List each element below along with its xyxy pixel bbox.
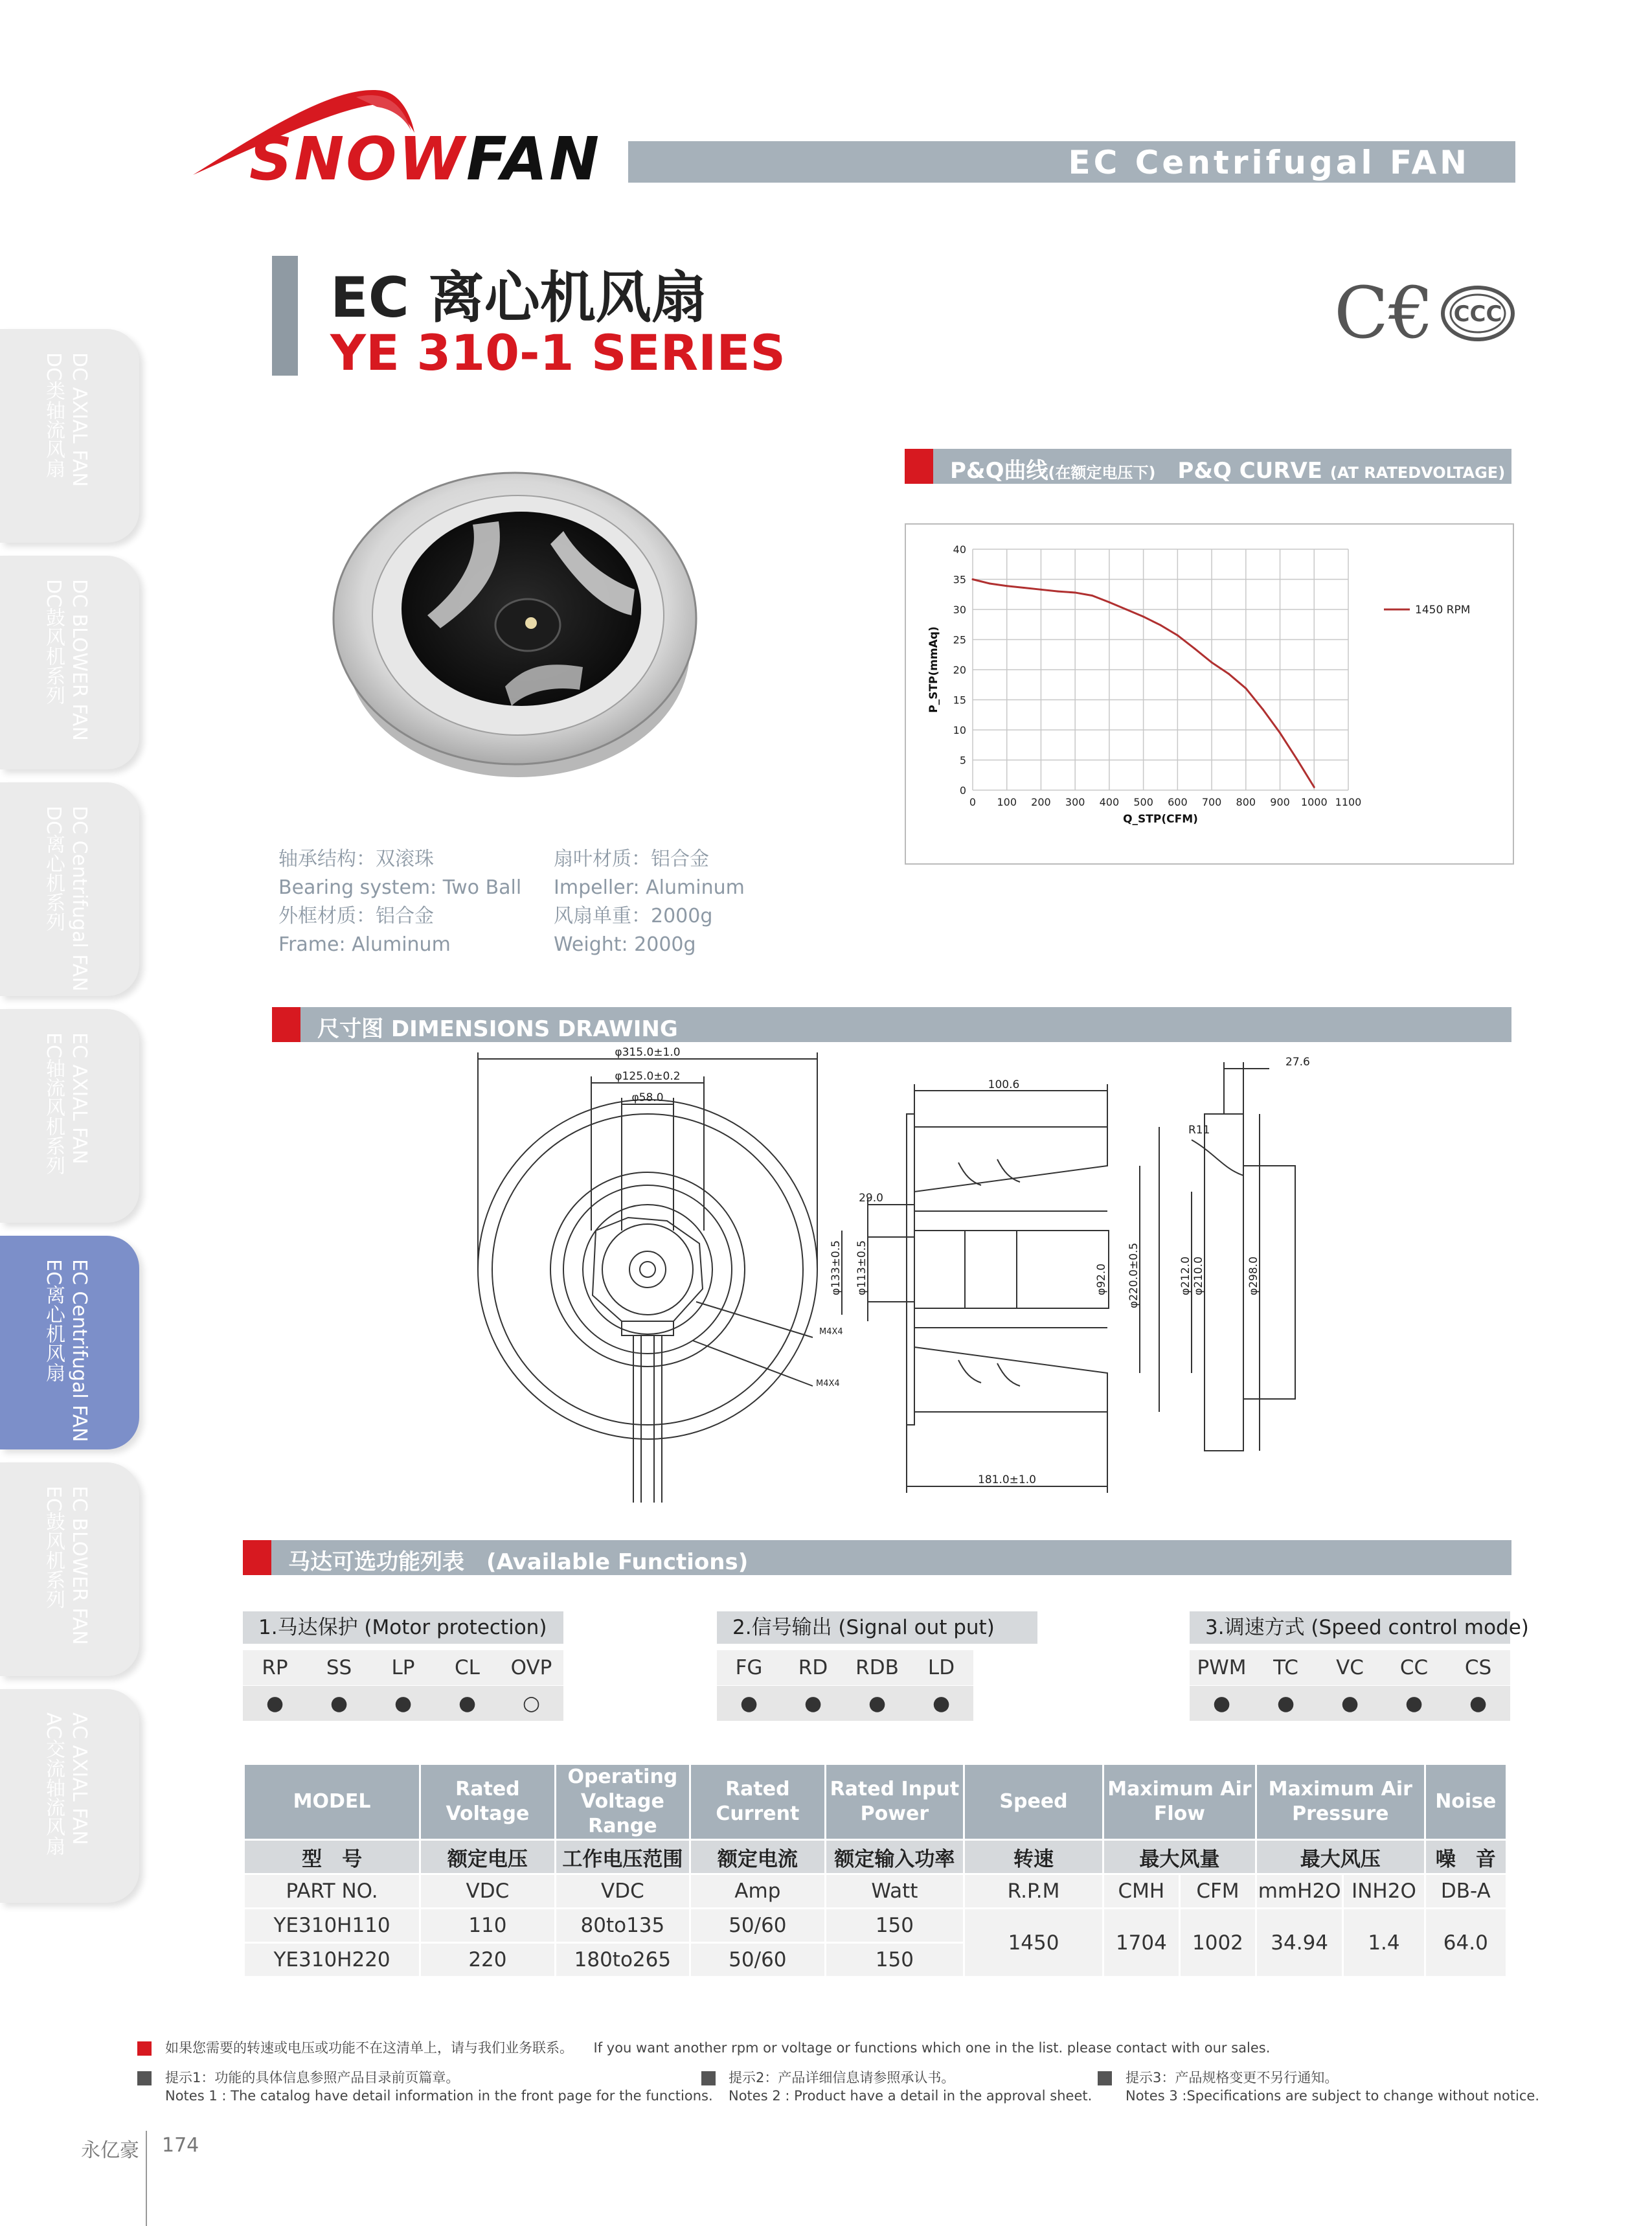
y-tick-label: 15	[953, 694, 966, 707]
function-marks-row	[1190, 1686, 1510, 1721]
data-point	[989, 583, 991, 585]
dim-label: φ92.0	[1095, 1263, 1108, 1295]
spec-bearing-en: Bearing system: Two Ball	[278, 876, 522, 899]
sidebar-tab-label: DC BLOWER FAN DC鼓风机系列	[42, 579, 91, 741]
sidebar-tab-ac-axial[interactable]	[0, 1689, 139, 1903]
power-cell: 150	[826, 1909, 964, 1942]
function-mark: ●	[1405, 1692, 1423, 1715]
data-point	[1245, 687, 1247, 689]
col-header: Operating Voltage Range	[556, 1765, 689, 1839]
dim-label: φ113±0.5	[855, 1240, 868, 1295]
unit-cell: Amp	[691, 1875, 824, 1907]
data-point	[1057, 591, 1059, 593]
function-code: CS	[1464, 1656, 1492, 1679]
cmh-cell: 1704	[1104, 1909, 1179, 1976]
x-tick-label: 300	[1065, 796, 1085, 808]
unit-cell: PART NO.	[245, 1875, 419, 1907]
function-mark: ●	[394, 1692, 413, 1715]
y-tick-label: 10	[953, 724, 966, 736]
note-1-cn: 提示1：功能的具体信息参照产品目录前页篇章。	[165, 2070, 460, 2085]
x-tick-label: 900	[1270, 796, 1290, 808]
y-tick-label: 20	[953, 664, 966, 676]
table-header-cn-row	[245, 1841, 1506, 1873]
x-tick-label: 100	[997, 796, 1017, 808]
unit-cell: VDC	[556, 1875, 689, 1907]
power-cell: 150	[826, 1944, 964, 1976]
dim-label: R11	[1188, 1124, 1210, 1137]
mmh2o-cell: 34.94	[1257, 1909, 1342, 1976]
pq-curve-section-header	[905, 449, 1511, 484]
data-point	[1211, 661, 1213, 663]
col-header: MODEL	[245, 1765, 419, 1839]
dim-label: φ220.0±0.5	[1127, 1242, 1140, 1308]
spec-frame-cn: 外框材质：铝合金	[278, 905, 434, 927]
dim-label: 100.6	[988, 1078, 1020, 1091]
col-header-cn: 最大风量	[1104, 1841, 1255, 1873]
voltage-cell: 220	[421, 1944, 554, 1976]
function-code: TC	[1273, 1656, 1298, 1679]
function-group-signal-output: 2.信号输出 (Signal out put)	[717, 1611, 1037, 1644]
function-group-speed-control: 3.调速方式 (Speed control mode)	[1190, 1611, 1510, 1644]
page-title-series: YE 310-1 SERIES	[330, 324, 786, 381]
sidebar-tab-ec-centrifugal[interactable]	[0, 1236, 139, 1449]
current-cell: 50/60	[691, 1944, 824, 1976]
data-point	[1040, 589, 1042, 591]
function-mark: ●	[740, 1692, 758, 1715]
x-axis-label: Q_STP(CFM)	[1123, 813, 1198, 826]
function-mark: ●	[804, 1692, 822, 1715]
y-axis-label: P_STP(mmAq)	[927, 626, 940, 713]
spec-table	[243, 1763, 1508, 1978]
function-mark: ●	[932, 1692, 951, 1715]
y-tick-label: 40	[953, 543, 966, 556]
col-header: Noise	[1426, 1765, 1506, 1839]
col-header-cn: 型 号	[245, 1841, 419, 1873]
current-cell: 50/60	[691, 1909, 824, 1942]
note-marker	[701, 2071, 716, 2085]
sidebar-tab-label: EC BLOWER FAN EC鼓风机系列	[42, 1486, 91, 1645]
function-code: VC	[1336, 1656, 1364, 1679]
data-point	[1279, 732, 1281, 734]
data-point	[1194, 648, 1195, 650]
col-header: Rated Voltage	[421, 1765, 554, 1839]
function-code: LP	[391, 1656, 415, 1679]
table-row	[245, 1909, 1506, 1942]
function-code: SS	[326, 1656, 352, 1679]
y-tick-label: 25	[953, 633, 966, 646]
sidebar-tab-dc-axial[interactable]	[0, 329, 139, 543]
col-header-cn: 额定电流	[691, 1841, 824, 1873]
dimension-labels	[615, 1046, 1309, 1486]
col-header-cn: 最大风压	[1257, 1841, 1424, 1873]
note-2-cn: 提示2：产品详细信息请参照承认书。	[729, 2070, 955, 2085]
sidebar-tab-ec-axial[interactable]	[0, 1009, 139, 1223]
sidebar-tab-label: DC AXIAL FAN DC类轴流风扇	[42, 352, 91, 487]
function-mark: ○	[522, 1692, 541, 1715]
unit-cell: CFM	[1181, 1875, 1255, 1907]
footer-divider	[146, 2131, 147, 2226]
page-title-cn: EC 离心机风扇	[330, 266, 707, 330]
note-contact: 如果您需要的转速或电压或功能不在这清单上，请与我们业务联系。 If you want another rpm or voltage or functions which one in the list. please contact with our sales.	[165, 2040, 1271, 2056]
function-mark: ●	[1469, 1692, 1488, 1715]
dim-label: φ125.0±0.2	[615, 1070, 681, 1083]
spec-weight-cn: 风扇单重：2000g	[554, 905, 713, 927]
fan-product-photo	[311, 453, 712, 790]
unit-cell: R.P.M	[965, 1875, 1102, 1907]
function-code: CL	[455, 1656, 480, 1679]
spec-bearing-cn: 轴承结构：双滚珠	[278, 848, 434, 870]
dim-label: φ212.0	[1179, 1256, 1192, 1295]
model-cell: YE310H110	[245, 1909, 419, 1942]
functions-section-header	[243, 1540, 1511, 1575]
data-point	[972, 578, 974, 580]
note-marker	[137, 2071, 152, 2085]
function-mark: ●	[330, 1692, 348, 1715]
dim-label: φ298.0	[1247, 1256, 1260, 1295]
data-point	[1108, 601, 1110, 603]
category-banner-text: EC Centrifugal FAN	[1068, 144, 1470, 181]
note-marker	[1098, 2071, 1112, 2085]
function-code: RD	[798, 1656, 828, 1679]
data-point	[1262, 709, 1264, 710]
noise-cell: 64.0	[1426, 1909, 1506, 1976]
y-tick-label: 5	[959, 754, 966, 767]
ccc-mark-icon	[1441, 285, 1515, 342]
dim-label: φ58.0	[631, 1091, 664, 1104]
sidebar-tab-dc-centrifugal[interactable]	[0, 782, 139, 996]
y-tick-label: 35	[953, 573, 966, 586]
data-point	[1006, 585, 1008, 587]
sidebar-tab-label: EC AXIAL FAN EC轴流风机系列	[42, 1032, 91, 1175]
x-tick-label: 800	[1236, 796, 1256, 808]
brand-logo: SNOWFAN	[249, 124, 602, 194]
ce-mark-icon: C€	[1334, 271, 1434, 354]
function-code: OVP	[510, 1656, 552, 1679]
pq-chart-svg	[906, 525, 1513, 863]
col-header: Rated Current	[691, 1765, 824, 1839]
range-cell: 80to135	[556, 1909, 689, 1942]
cfm-cell: 1002	[1181, 1909, 1255, 1976]
function-mark: ●	[1212, 1692, 1231, 1715]
unit-cell: VDC	[421, 1875, 554, 1907]
dim-label: φ315.0±1.0	[615, 1046, 681, 1059]
dim-label: 29.0	[859, 1192, 883, 1205]
table-units-row	[245, 1875, 1506, 1907]
y-tick-label: 0	[959, 784, 966, 797]
unit-cell: Watt	[826, 1875, 964, 1907]
dimensions-title: 尺寸图 DIMENSIONS DRAWING	[317, 1016, 678, 1042]
function-group-motor-protection: 1.马达保护 (Motor protection)	[243, 1611, 563, 1644]
function-mark: ●	[1341, 1692, 1359, 1715]
spec-weight-en: Weight: 2000g	[554, 933, 696, 956]
pq-chart	[905, 523, 1514, 865]
x-tick-label: 1100	[1335, 796, 1362, 808]
note-3-en: Notes 3 :Specifications are subject to change without notice.	[1126, 2088, 1540, 2104]
svg-text:CCC: CCC	[1453, 301, 1502, 327]
function-mark: ●	[458, 1692, 477, 1715]
sidebar-tab-label: EC Centrifugal FAN EC离心机风扇	[42, 1259, 91, 1442]
col-header: Maximum Air Flow	[1104, 1765, 1255, 1839]
spec-impeller-en: Impeller: Aluminum	[554, 876, 745, 899]
unit-cell: mmH2O	[1257, 1875, 1342, 1907]
data-point	[1160, 624, 1162, 626]
title-accent-bar	[272, 256, 298, 376]
data-point	[1313, 786, 1315, 788]
function-code: RDB	[855, 1656, 899, 1679]
note-1-en: Notes 1 : The catalog have detail information in the front page for the functions.	[165, 2088, 713, 2104]
dim-label: φ210.0	[1192, 1256, 1205, 1295]
sidebar-tab-dc-blower[interactable]	[0, 556, 139, 769]
col-header: Maximum Air Pressure	[1257, 1765, 1424, 1839]
data-point	[1228, 673, 1230, 675]
function-marks-row	[243, 1686, 563, 1721]
function-code: RP	[262, 1656, 288, 1679]
model-cell: YE310H220	[245, 1944, 419, 1976]
function-marks-row	[717, 1686, 973, 1721]
function-codes-row	[1190, 1650, 1510, 1685]
col-header-cn: 工作电压范围	[556, 1841, 689, 1873]
function-codes-row	[243, 1650, 563, 1685]
function-code: PWM	[1197, 1656, 1247, 1679]
voltage-cell: 110	[421, 1909, 554, 1942]
function-code: CC	[1399, 1656, 1429, 1679]
function-code: FG	[735, 1656, 763, 1679]
page-number: 174	[162, 2134, 199, 2157]
data-point	[1126, 609, 1127, 611]
data-point	[1142, 616, 1144, 618]
function-mark: ●	[868, 1692, 887, 1715]
spec-impeller-cn: 扇叶材质：铝合金	[554, 848, 709, 870]
function-mark: ●	[266, 1692, 284, 1715]
y-tick-label: 30	[953, 604, 966, 616]
inh2o-cell: 1.4	[1344, 1909, 1423, 1976]
x-tick-label: 700	[1201, 796, 1222, 808]
x-tick-label: 1000	[1300, 796, 1328, 808]
x-tick-label: 0	[969, 796, 977, 808]
note-2-en: Notes 2 : Product have a detail in the approval sheet.	[729, 2088, 1092, 2104]
dim-label: M4X4	[816, 1379, 840, 1389]
speed-cell: 1450	[965, 1909, 1102, 1976]
unit-cell: INH2O	[1344, 1875, 1423, 1907]
spec-frame-en: Frame: Aluminum	[278, 933, 451, 956]
col-header-cn: 转速	[965, 1841, 1102, 1873]
data-point	[1091, 595, 1093, 596]
pq-curve-title: P&Q曲线(在额定电压下) P&Q CURVE (AT RATEDVOLTAGE)	[950, 458, 1506, 484]
sidebar-tab-ec-blower[interactable]	[0, 1462, 139, 1676]
x-tick-label: 500	[1133, 796, 1153, 808]
col-header: Rated Input Power	[826, 1765, 964, 1839]
functions-title: 马达可选功能列表 (Available Functions)	[288, 1549, 749, 1575]
dim-label: 181.0±1.0	[978, 1473, 1036, 1486]
range-cell: 180to265	[556, 1944, 689, 1976]
function-codes-row	[717, 1650, 973, 1685]
x-tick-label: 600	[1168, 796, 1188, 808]
function-mark: ●	[1276, 1692, 1295, 1715]
footer-brand: 永亿豪	[81, 2139, 139, 2162]
sidebar-tab-label: AC AXIAL FAN AC交流轴流风扇	[42, 1712, 91, 1856]
note-red-marker	[137, 2041, 152, 2056]
data-point	[1177, 634, 1179, 636]
unit-cell: DB-A	[1426, 1875, 1506, 1907]
dimensions-drawing	[453, 1036, 1522, 1509]
x-tick-label: 400	[1099, 796, 1120, 808]
dim-label: 27.6	[1285, 1056, 1310, 1069]
table-header-row	[245, 1765, 1506, 1839]
note-3-cn: 提示3：产品规格变更不另行通知。	[1126, 2070, 1339, 2085]
legend-label: 1450 RPM	[1415, 604, 1471, 617]
data-point	[1296, 758, 1298, 760]
data-point	[1023, 587, 1025, 589]
unit-cell: CMH	[1104, 1875, 1179, 1907]
dim-label: M4X4	[819, 1327, 843, 1337]
dim-label: φ133±0.5	[830, 1240, 843, 1295]
function-code: LD	[927, 1656, 955, 1679]
col-header-cn: 噪 音	[1426, 1841, 1506, 1873]
category-banner	[628, 141, 1515, 183]
col-header: Speed	[965, 1765, 1102, 1839]
x-tick-label: 200	[1031, 796, 1051, 808]
data-point	[1074, 591, 1076, 593]
col-header-cn: 额定输入功率	[826, 1841, 964, 1873]
col-header-cn: 额定电压	[421, 1841, 554, 1873]
sidebar-tab-label: DC Centrifugal FAN DC离心机系列	[42, 806, 91, 992]
